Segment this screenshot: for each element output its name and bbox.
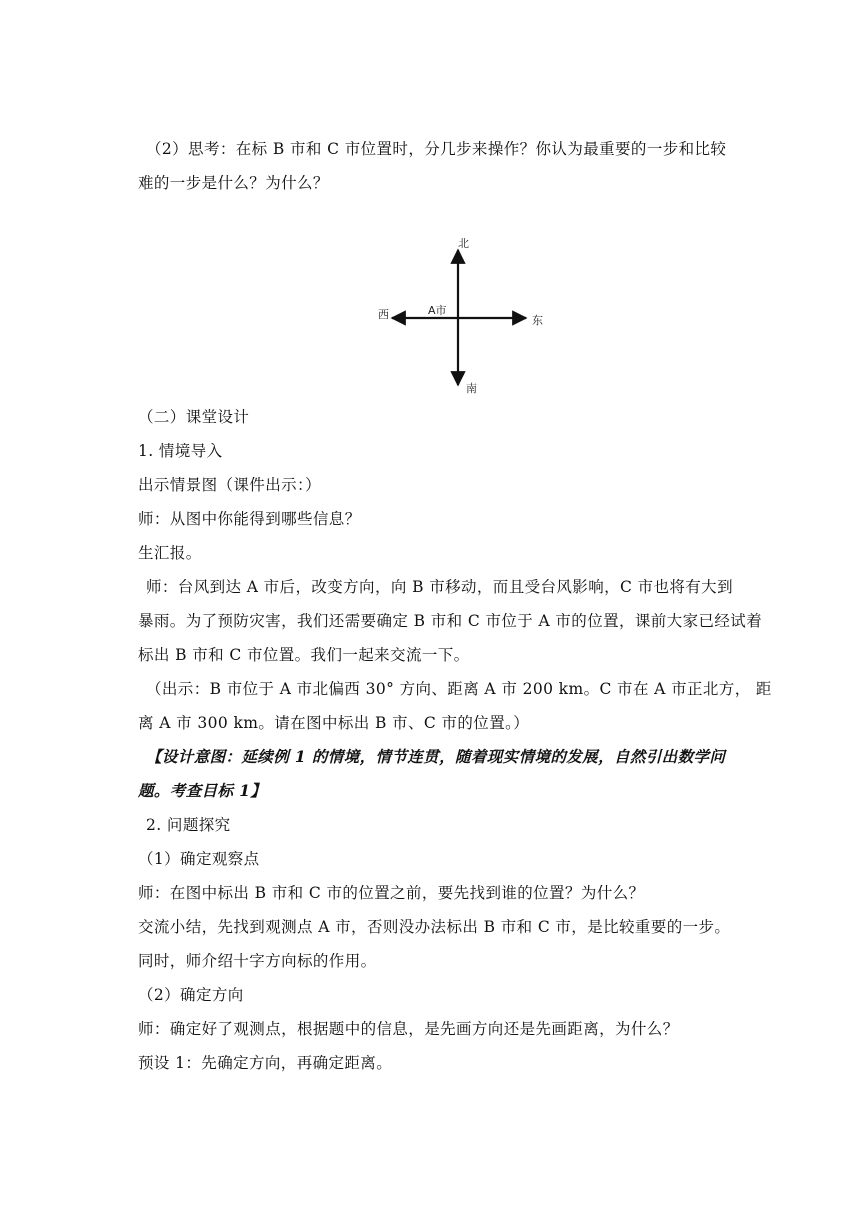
paragraph-line: 离 A 市 300 km。请在图中标出 B 市、C 市的位置。） <box>138 714 530 732</box>
paragraph-line: 出示情景图（课件出示：） <box>138 476 322 494</box>
west-label: 西 <box>378 308 389 321</box>
paragraph-line: 师：台风到达 A 市后，改变方向，向 B 市移动，而且受台风影响，C 市也将有大到 <box>146 578 733 596</box>
paragraph-line: 交流小结，先找到观测点 A 市，否则没办法标出 B 市和 C 市，是比较重要的一步。 <box>138 918 731 936</box>
south-label: 南 <box>466 382 477 395</box>
section-heading: （二）课堂设计 <box>138 408 250 426</box>
compass-svg <box>370 230 550 400</box>
subsection-heading: 2. 问题探究 <box>146 816 231 834</box>
paragraph-line: 师：在图中标出 B 市和 C 市的位置之前，要先找到谁的位置？为什么？ <box>138 884 645 902</box>
paragraph-line: 师：确定好了观测点，根据题中的信息，是先画方向还是先画距离，为什么？ <box>138 1020 679 1038</box>
east-label: 东 <box>532 314 543 327</box>
paragraph-line: （出示：B 市位于 A 市北偏西 30° 方向、距离 A 市 200 km。C 市在 A 市正北方， 距 <box>146 680 772 698</box>
paragraph-line: 暴雨。为了预防灾害，我们还需要确定 B 市和 C 市位于 A 市的位置，课前大家已经试着 <box>138 612 763 630</box>
compass-diagram <box>370 230 550 400</box>
subsection-heading: 1. 情境导入 <box>138 442 223 460</box>
paragraph-line: 难的一步是什么？为什么？ <box>138 174 329 192</box>
paragraph-line: 标出 B 市和 C 市位置。我们一起来交流一下。 <box>138 646 470 664</box>
paragraph-line: 预设 1：先确定方向，再确定距离。 <box>138 1054 393 1072</box>
subsection-heading: （2）确定方向 <box>138 986 244 1004</box>
city-a-label: A市 <box>428 304 447 317</box>
north-label: 北 <box>458 237 469 250</box>
design-intent-line: 题。考查目标 1】 <box>138 781 267 800</box>
paragraph-line: 同时，师介绍十字方向标的作用。 <box>138 952 377 970</box>
design-intent-line: 【设计意图：延续例 1 的情境，情节连贯，随着现实情境的发展，自然引出数学问 <box>146 747 726 766</box>
paragraph-line: （2）思考：在标 B 市和 C 市位置时，分几步来操作？你认为最重要的一步和比较 <box>146 140 727 158</box>
subsection-heading: （1）确定观察点 <box>138 850 260 868</box>
paragraph-line: 生汇报。 <box>138 544 202 562</box>
paragraph-line: 师：从图中你能得到哪些信息？ <box>138 510 361 528</box>
